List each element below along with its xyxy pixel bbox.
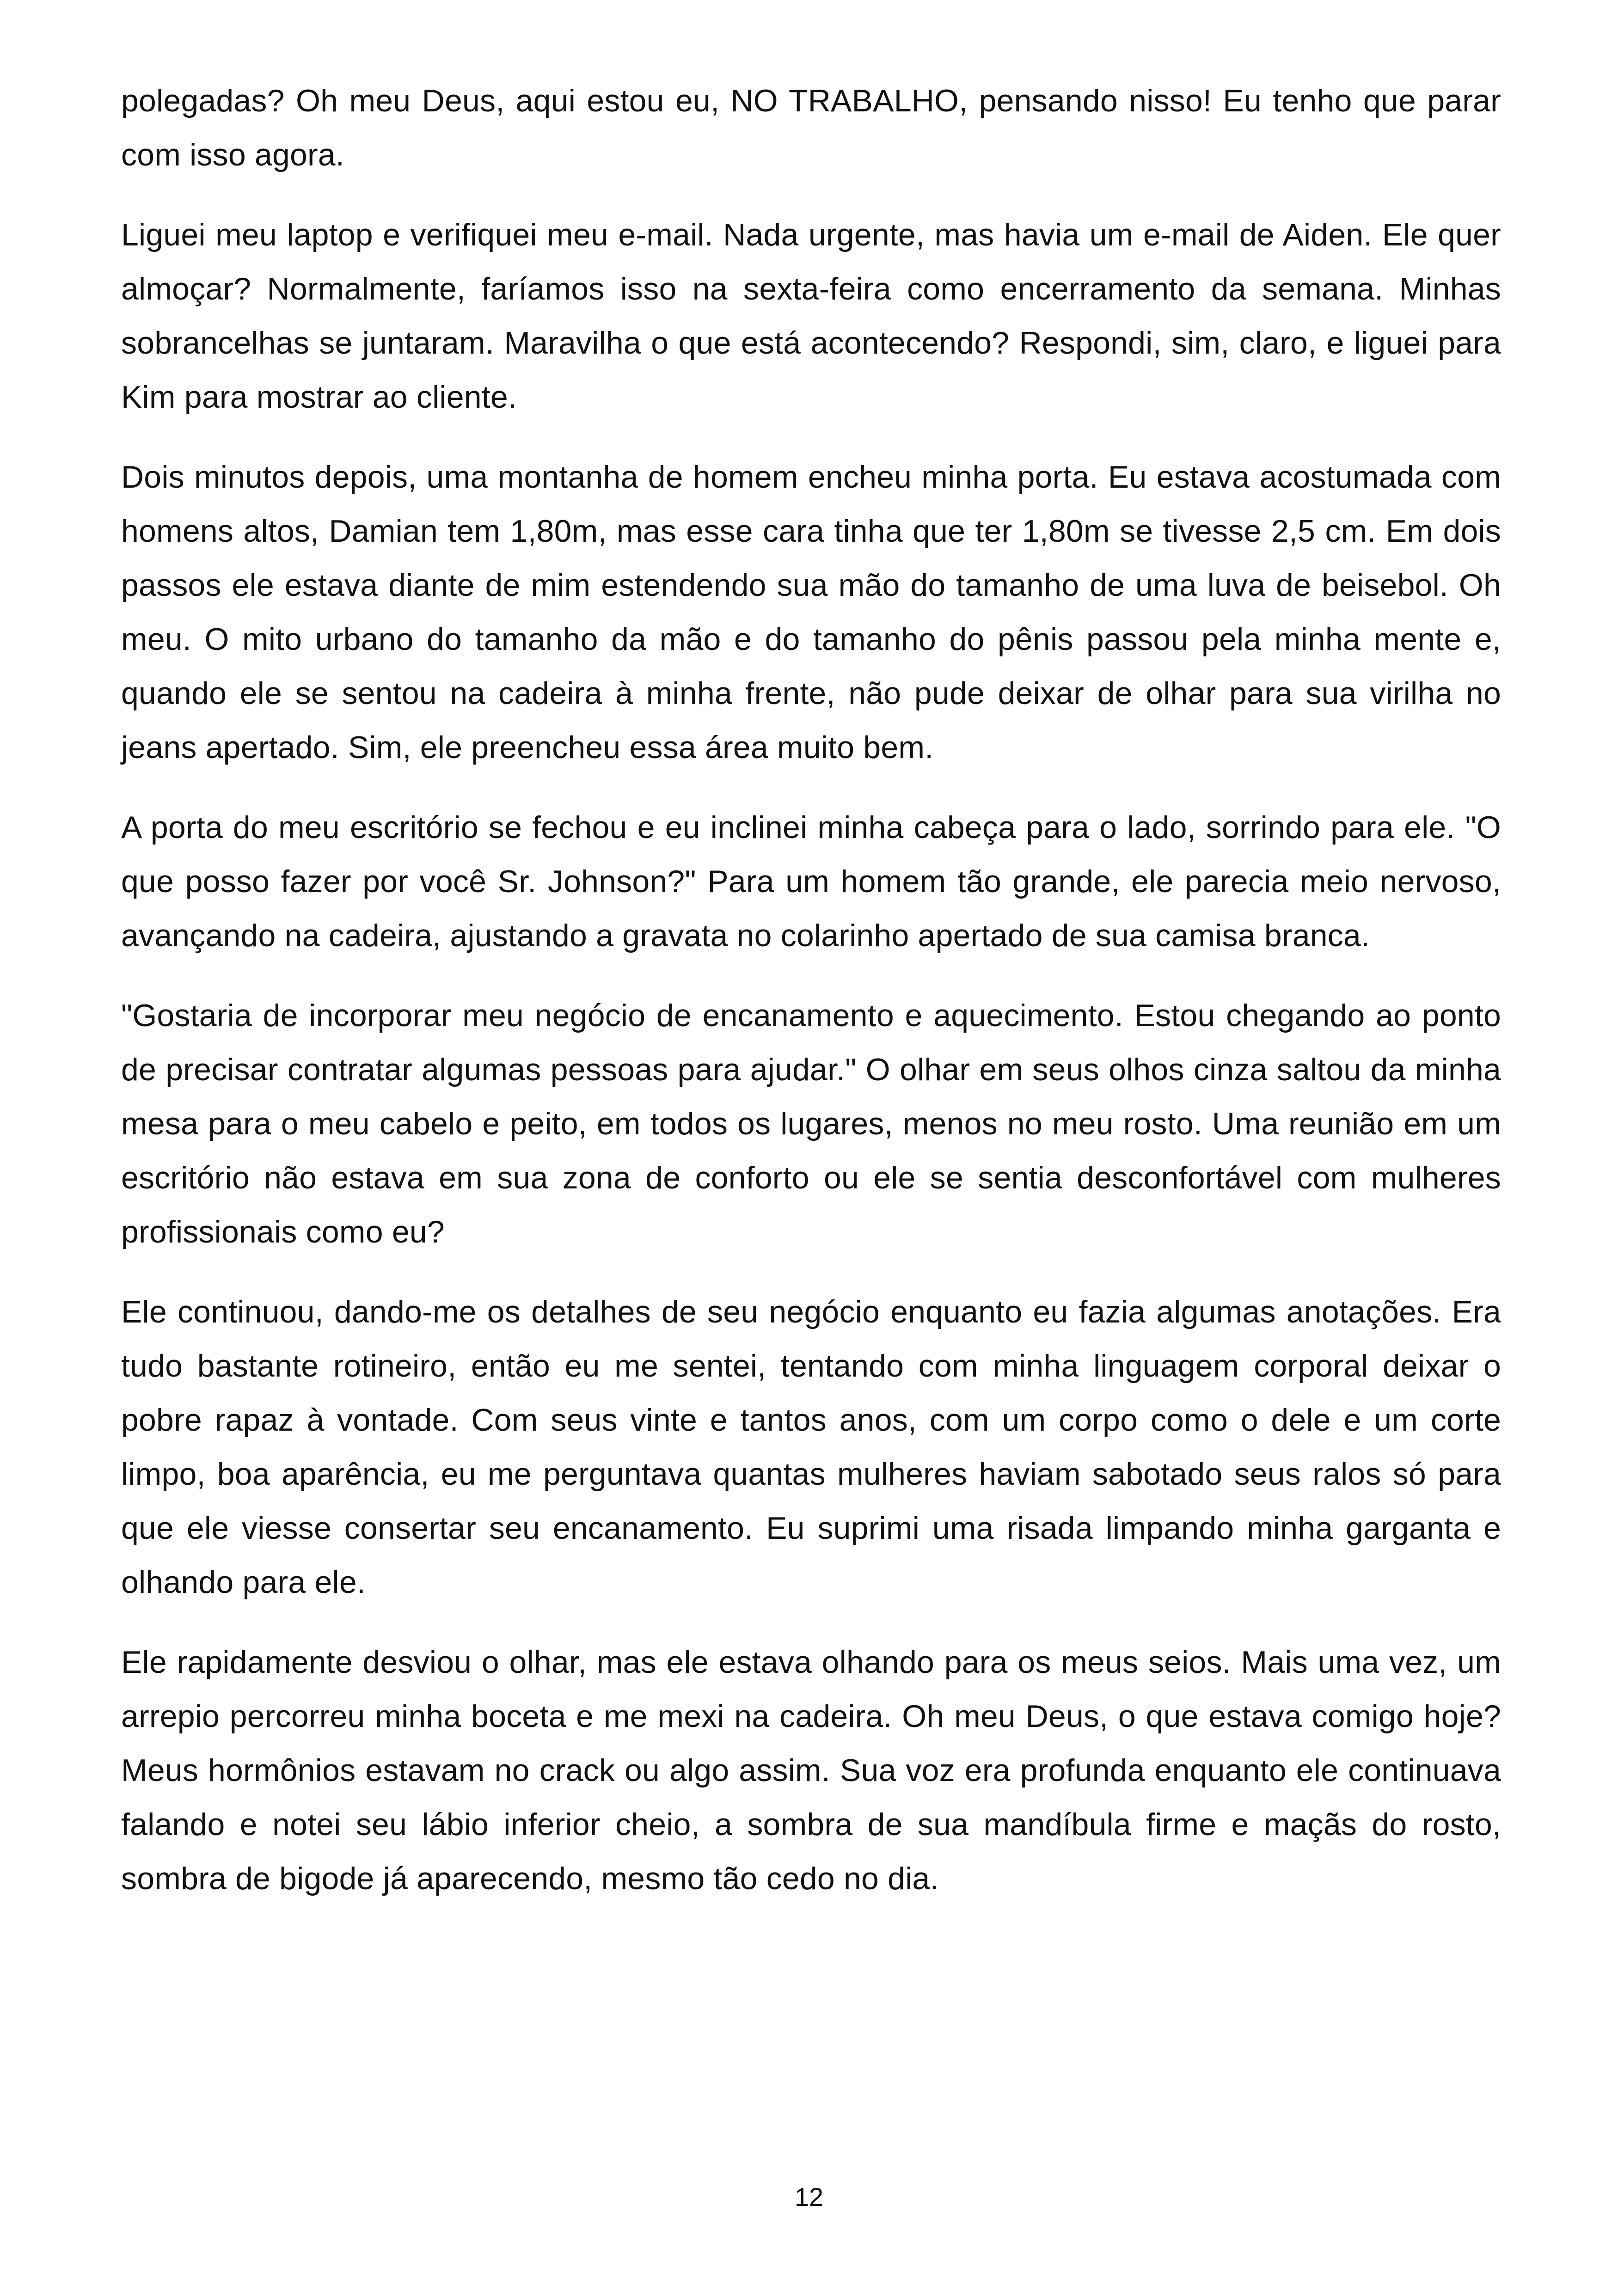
body-text bbox=[121, 74, 1501, 1932]
paragraph: Dois minutos depois, uma montanha de homem encheu minha porta. Eu estava acostumada com homens altos, Damian tem 1,80m, mas esse cara tinha que ter 1,80m se tivesse 2,5 cm. Em dois passos ele estava diante de mim estendendo sua mão do tamanho de uma luva de beisebol. Oh meu. O mito urbano do tamanho da mão e do tamanho do pênis passou pela minha mente e, quando ele se sentou na cadeira à minha frente, não pude deixar de olhar para sua virilha no jeans apertado. Sim, ele preencheu essa área muito bem. bbox=[121, 459, 1501, 765]
paragraph: Ele rapidamente desviou o olhar, mas ele estava olhando para os meus seios. Mais uma vez, um arrepio percorreu minha boceta e me mexi na cadeira. Oh meu Deus, o que estava comigo hoje? Meus hormônios estavam no crack ou algo assim. Sua voz era profunda enquanto ele continuava falando e notei seu lábio inferior cheio, a sombra de sua mandíbula firme e maçãs do rosto, sombra de bigode já aparecendo, mesmo tão cedo no dia. bbox=[121, 1645, 1501, 1896]
page-number: 12 bbox=[794, 2182, 824, 2211]
paragraph: "Gostaria de incorporar meu negócio de encanamento e aquecimento. Estou chegando ao ponto de precisar contratar algumas pessoas para ajudar." O olhar em seus olhos cinza saltou da minha mesa para o meu cabelo e peito, em todos os lugares, menos no meu rosto. Uma reunião em um escritório não estava em sua zona de conforto ou ele se sentia desconfortável com mulheres profissionais como eu? bbox=[121, 998, 1501, 1249]
paragraph: A porta do meu escritório se fechou e eu inclinei minha cabeça para o lado, sorrindo para ele. "O que posso fazer por você Sr. Johnson?" Para um homem tão grande, ele parecia meio nervoso, avançando na cadeira, ajustando a gravata no colarinho apertado de sua camisa branca. bbox=[121, 810, 1501, 953]
paragraph: polegadas? Oh meu Deus, aqui estou eu, NO TRABALHO, pensando nisso! Eu tenho que parar com isso agora. bbox=[121, 83, 1501, 172]
paragraph: Ele continuou, dando-me os detalhes de seu negócio enquanto eu fazia algumas anotações. Era tudo bastante rotineiro, então eu me sentei, tentando com minha linguagem corporal deixar o pobre rapaz à vontade. Com seus vinte e tantos anos, com um corpo como o dele e um corte limpo, boa aparência, eu me perguntava quantas mulheres haviam sabotado seus ralos só para que ele viesse consertar seu encanamento. Eu suprimi uma risada limpando minha garganta e olhando para ele. bbox=[121, 1294, 1501, 1600]
paragraph: Liguei meu laptop e verifiquei meu e-mail. Nada urgente, mas havia um e-mail de Aiden. Ele quer almoçar? Normalmente, faríamos isso na sexta-feira como encerramento da semana. Minhas sobrancelhas se juntaram. Maravilha o que está acontecendo? Respondi, sim, claro, e liguei para Kim para mostrar ao cliente. bbox=[121, 217, 1501, 415]
